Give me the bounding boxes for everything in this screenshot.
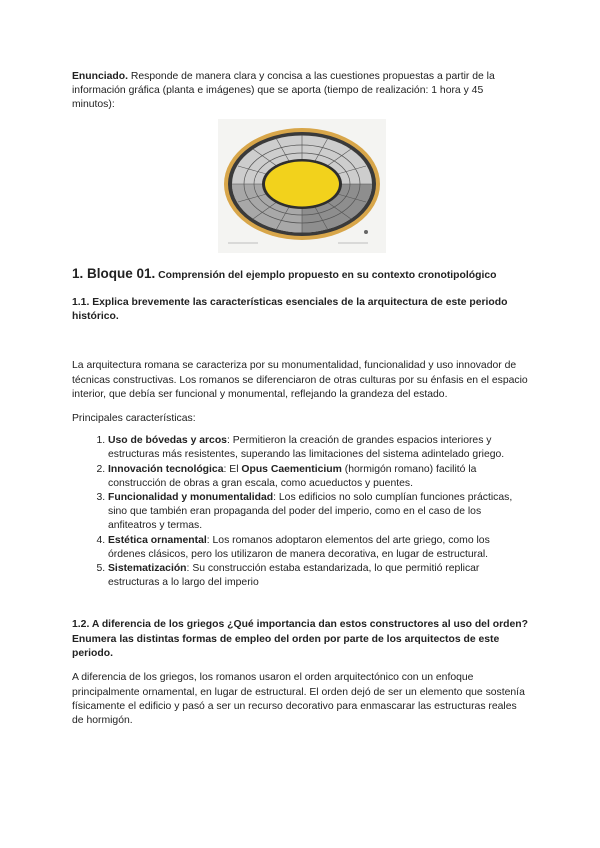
- list-item-term: Funcionalidad y monumentalidad: [108, 492, 274, 504]
- intro-label: Enunciado.: [72, 71, 128, 82]
- list-item-term: Innovación tecnológica: [108, 463, 224, 475]
- question-1-2-heading: 1.2. A diferencia de los griegos ¿Qué importancia dan estos constructores al uso del orden? Enumera las distintas formas de empleo del orden por parte de los arquitectos de este periodo.: [72, 619, 528, 659]
- list-item-term: Sistematización: [108, 563, 187, 575]
- list-item: [108, 534, 528, 562]
- question-1-1-heading: 1.1. Explica brevemente las características esenciales de la arquitectura de este periodo histórico.: [72, 296, 508, 322]
- list-item-text: : Los romanos adoptaron elementos del arte griego, como los órdenes clásicos, pero los utilizaron de manera decorativa, en lugar de estructural.: [108, 534, 490, 560]
- list-item: [108, 562, 528, 590]
- intro-text: Responde de manera clara y concisa a las cuestiones propuestas a partir de la información gráfica (planta e imágenes) que se aporta (tiempo de realización: 1 hora y 45 minutos):: [72, 71, 495, 111]
- list-item-text: (hormigón romano) facilitó la construcción de obras a gran escala, como acueductos y puentes.: [108, 463, 477, 489]
- section-heading: [72, 265, 528, 285]
- section-number: 1. Bloque 01.: [72, 265, 156, 281]
- amphitheater-plan-image: [218, 119, 386, 253]
- intro-paragraph: [72, 70, 528, 113]
- document-page: [72, 70, 528, 728]
- characteristics-list: [72, 434, 528, 590]
- list-item: [108, 491, 528, 534]
- list-item-text: : Los edificios no solo cumplían funciones prácticas, sino que también eran propaganda del poder del imperio, como en el caso de los anfiteatros y termas.: [108, 492, 513, 532]
- list-item-term: Estética ornamental: [108, 534, 207, 546]
- question-1-1-answer: La arquitectura romana se caracteriza por su monumentalidad, funcionalidad y uso innovador de técnicas constructivas. Los romanos se diferenciaron de otras culturas por su énfasis en el espacio interior, que debía ser funcional y monumental, reflejando la grandeza del estado.: [72, 360, 528, 400]
- list-item-term: Opus Caementicium: [241, 463, 342, 475]
- list-item-term: Uso de bóvedas y arcos: [108, 435, 227, 447]
- section-subtitle: Comprensión del ejemplo propuesto en su contexto cronotipológico: [155, 269, 497, 281]
- list-item: [108, 463, 528, 491]
- list-item: [108, 434, 528, 462]
- question-1-2-answer: A diferencia de los griegos, los romanos usaron el orden arquitectónico con un enfoque principalmente ornamental, en lugar de estructural. El orden dejó de ser un elemento que sostenía físicamente el edificio y pasó a ser un recurso decorativo para enmascarar las estructuras reales de hormigón.: [72, 672, 525, 727]
- list-item-text: : El: [223, 463, 242, 475]
- list-intro: Principales características:: [72, 413, 196, 425]
- list-item-text: : Su construcción estaba estandarizada, lo que permitió replicar estructuras a lo largo del imperio: [108, 563, 480, 589]
- list-item-text: : Permitieron la creación de grandes espacios interiores y estructuras más resistentes, superando las limitaciones del sistema adintelado griego.: [108, 435, 505, 461]
